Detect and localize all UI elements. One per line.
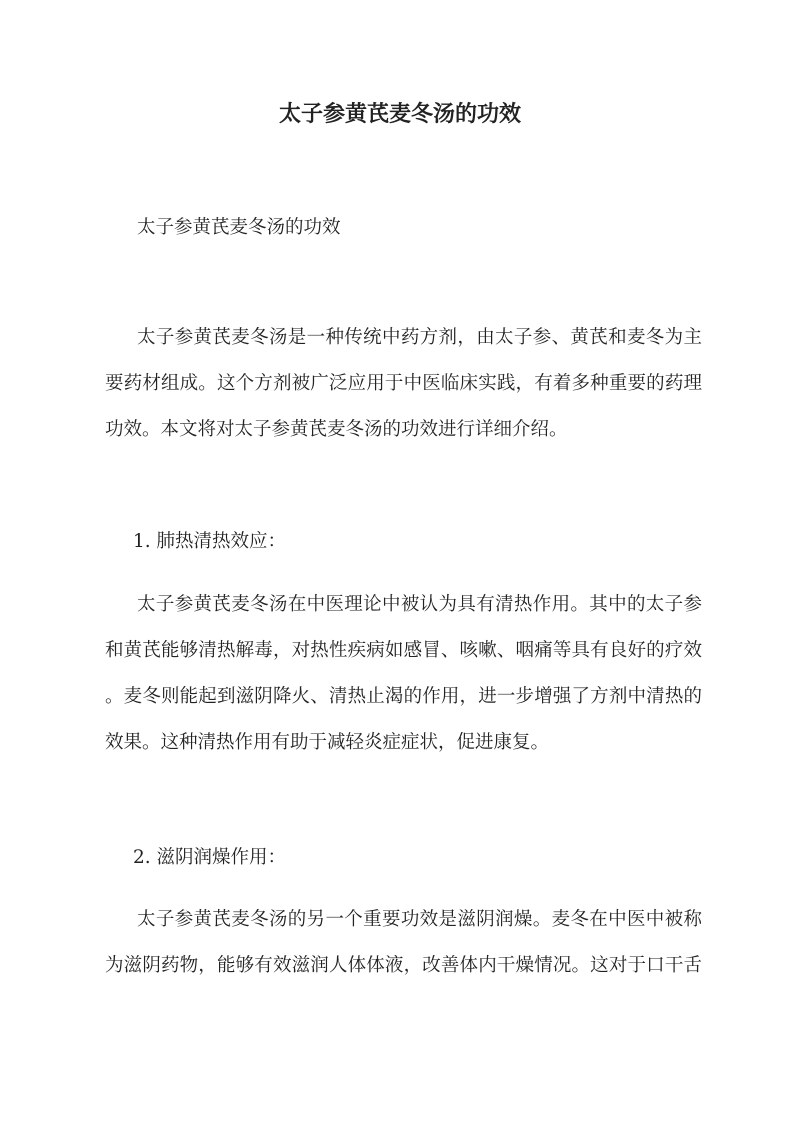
document-subtitle: 太子参黄芪麦冬汤的功效 <box>137 217 341 238</box>
section-heading: 2. 滋阴润燥作用： <box>133 847 287 868</box>
paragraph-line: 。麦冬则能起到滋阴降火、清热止渴的作用，进一步增强了方剂中清热的 <box>105 686 702 707</box>
paragraph-line: 和黄芪能够清热解毒，对热性疾病如感冒、咳嗽、咽痛等具有良好的疗效 <box>105 640 702 661</box>
paragraph-line: 要药材组成。这个方剂被广泛应用于中医临床实践，有着多种重要的药理 <box>105 373 702 394</box>
paragraph-line: 太子参黄芪麦冬汤是一种传统中药方剂，由太子参、黄芪和麦冬为主 <box>137 327 702 348</box>
paragraph-line: 太子参黄芪麦冬汤在中医理论中被认为具有清热作用。其中的太子参 <box>137 594 702 615</box>
paragraph-line: 太子参黄芪麦冬汤的另一个重要功效是滋阴润燥。麦冬在中医中被称 <box>137 909 702 930</box>
document-title: 太子参黄芪麦冬汤的功效 <box>278 101 521 127</box>
section-heading: 1. 肺热清热效应： <box>133 531 287 552</box>
paragraph-line: 为滋阴药物，能够有效滋润人体体液，改善体内干燥情况。这对于口干舌 <box>105 955 702 976</box>
paragraph-line: 效果。这种清热作用有助于减轻炎症症状，促进康复。 <box>105 732 550 753</box>
paragraph-line: 功效。本文将对太子参黄芪麦冬汤的功效进行详细介绍。 <box>105 419 568 440</box>
